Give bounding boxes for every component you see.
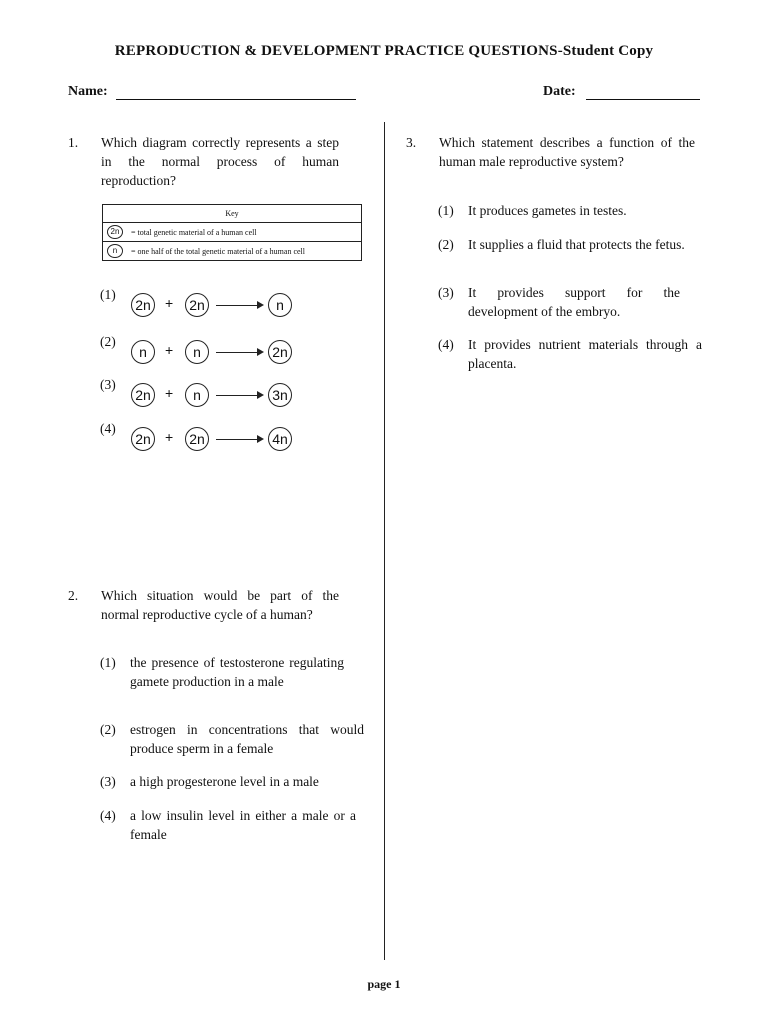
- question-3: [406, 133, 706, 173]
- option-label: (3): [100, 377, 116, 392]
- option-label: (3): [438, 285, 454, 300]
- arrow-right-icon: [216, 439, 262, 440]
- question-1: [68, 133, 368, 193]
- option-text: a low insulin level in either a male or a female: [130, 808, 356, 842]
- cell-circle: 2n: [185, 293, 209, 317]
- cell-circle: 4n: [268, 427, 292, 451]
- option-label: (1): [100, 655, 116, 670]
- answer-option-4[interactable]: [100, 806, 366, 846]
- cell-circle: 3n: [268, 383, 292, 407]
- cell-circle: 2n: [268, 340, 292, 364]
- answer-option-3[interactable]: [100, 772, 366, 792]
- key-row: [103, 223, 361, 242]
- cell-circle: n: [185, 383, 209, 407]
- option-label: (1): [438, 203, 454, 218]
- option-text: It provides support for the development of the embryo.: [468, 285, 680, 319]
- answer-option-4[interactable]: [438, 335, 704, 375]
- answer-option-3[interactable]: [438, 283, 704, 323]
- answer-option-2[interactable]: [438, 235, 704, 275]
- option-text: the presence of testosterone regulating gamete production in a male: [130, 655, 344, 689]
- date-field: [543, 84, 700, 100]
- diagram-option-2[interactable]: [100, 334, 300, 366]
- question-text: Which statement describes a function of the human male reproductive system?: [439, 135, 695, 169]
- column-divider: [384, 122, 385, 960]
- question-number: 1.: [68, 135, 79, 150]
- diagram-option-3[interactable]: [100, 377, 300, 409]
- cell-circle: 2n: [131, 427, 155, 451]
- option-label: (1): [100, 287, 116, 302]
- key-symbol-circle: n: [107, 244, 123, 258]
- question-2: [68, 586, 368, 626]
- page-title: REPRODUCTION & DEVELOPMENT PRACTICE QUESTIONS-Student Copy: [114, 43, 654, 59]
- option-label: (2): [438, 237, 454, 252]
- answer-option-1[interactable]: [100, 653, 366, 711]
- name-field: [68, 84, 356, 100]
- option-text: It produces gametes in testes.: [468, 203, 627, 218]
- option-label: (2): [100, 334, 116, 349]
- arrow-right-icon: [216, 395, 262, 396]
- answer-option-2[interactable]: [100, 720, 366, 760]
- key-description: = one half of the total genetic material of a human cell: [131, 246, 305, 256]
- plus-sign: +: [165, 342, 174, 358]
- key-row: [103, 242, 361, 260]
- diagram-option-4[interactable]: [100, 421, 300, 453]
- option-text: It provides nutrient materials through a placenta.: [468, 337, 702, 371]
- option-label: (2): [100, 722, 116, 737]
- diagram-option-1[interactable]: [100, 287, 300, 319]
- option-label: (4): [438, 337, 454, 352]
- option-text: a high progesterone level in a male: [130, 774, 319, 789]
- arrow-right-icon: [216, 352, 262, 353]
- option-text: It supplies a fluid that protects the fetus.: [468, 237, 685, 252]
- option-label: (3): [100, 774, 116, 789]
- key-description: = total genetic material of a human cell: [131, 227, 257, 237]
- key-symbol-circle: 2n: [107, 225, 123, 239]
- plus-sign: +: [165, 295, 174, 311]
- date-label: Date:: [543, 84, 576, 99]
- cell-circle: 2n: [185, 427, 209, 451]
- name-blank-line[interactable]: [116, 85, 356, 100]
- key-title: Key: [103, 205, 361, 223]
- name-label: Name:: [68, 84, 108, 99]
- cell-circle: n: [131, 340, 155, 364]
- page-number: page 1: [367, 977, 401, 991]
- arrow-right-icon: [216, 305, 262, 306]
- question-number: 3.: [406, 135, 417, 150]
- question-number: 2.: [68, 588, 79, 603]
- option-text: estrogen in concentrations that would produce sperm in a female: [130, 722, 364, 756]
- key-table: [102, 204, 362, 261]
- cell-circle: 2n: [131, 293, 155, 317]
- question-text: Which situation would be part of the normal reproductive cycle of a human?: [101, 588, 339, 622]
- option-label: (4): [100, 808, 116, 823]
- date-blank-line[interactable]: [586, 85, 700, 100]
- cell-circle: 2n: [131, 383, 155, 407]
- plus-sign: +: [165, 385, 174, 401]
- plus-sign: +: [165, 429, 174, 445]
- question-text: Which diagram correctly represents a step in the normal process of human reproduction?: [101, 135, 339, 188]
- answer-option-1[interactable]: [438, 201, 704, 221]
- cell-circle: n: [185, 340, 209, 364]
- option-label: (4): [100, 421, 116, 436]
- cell-circle: n: [268, 293, 292, 317]
